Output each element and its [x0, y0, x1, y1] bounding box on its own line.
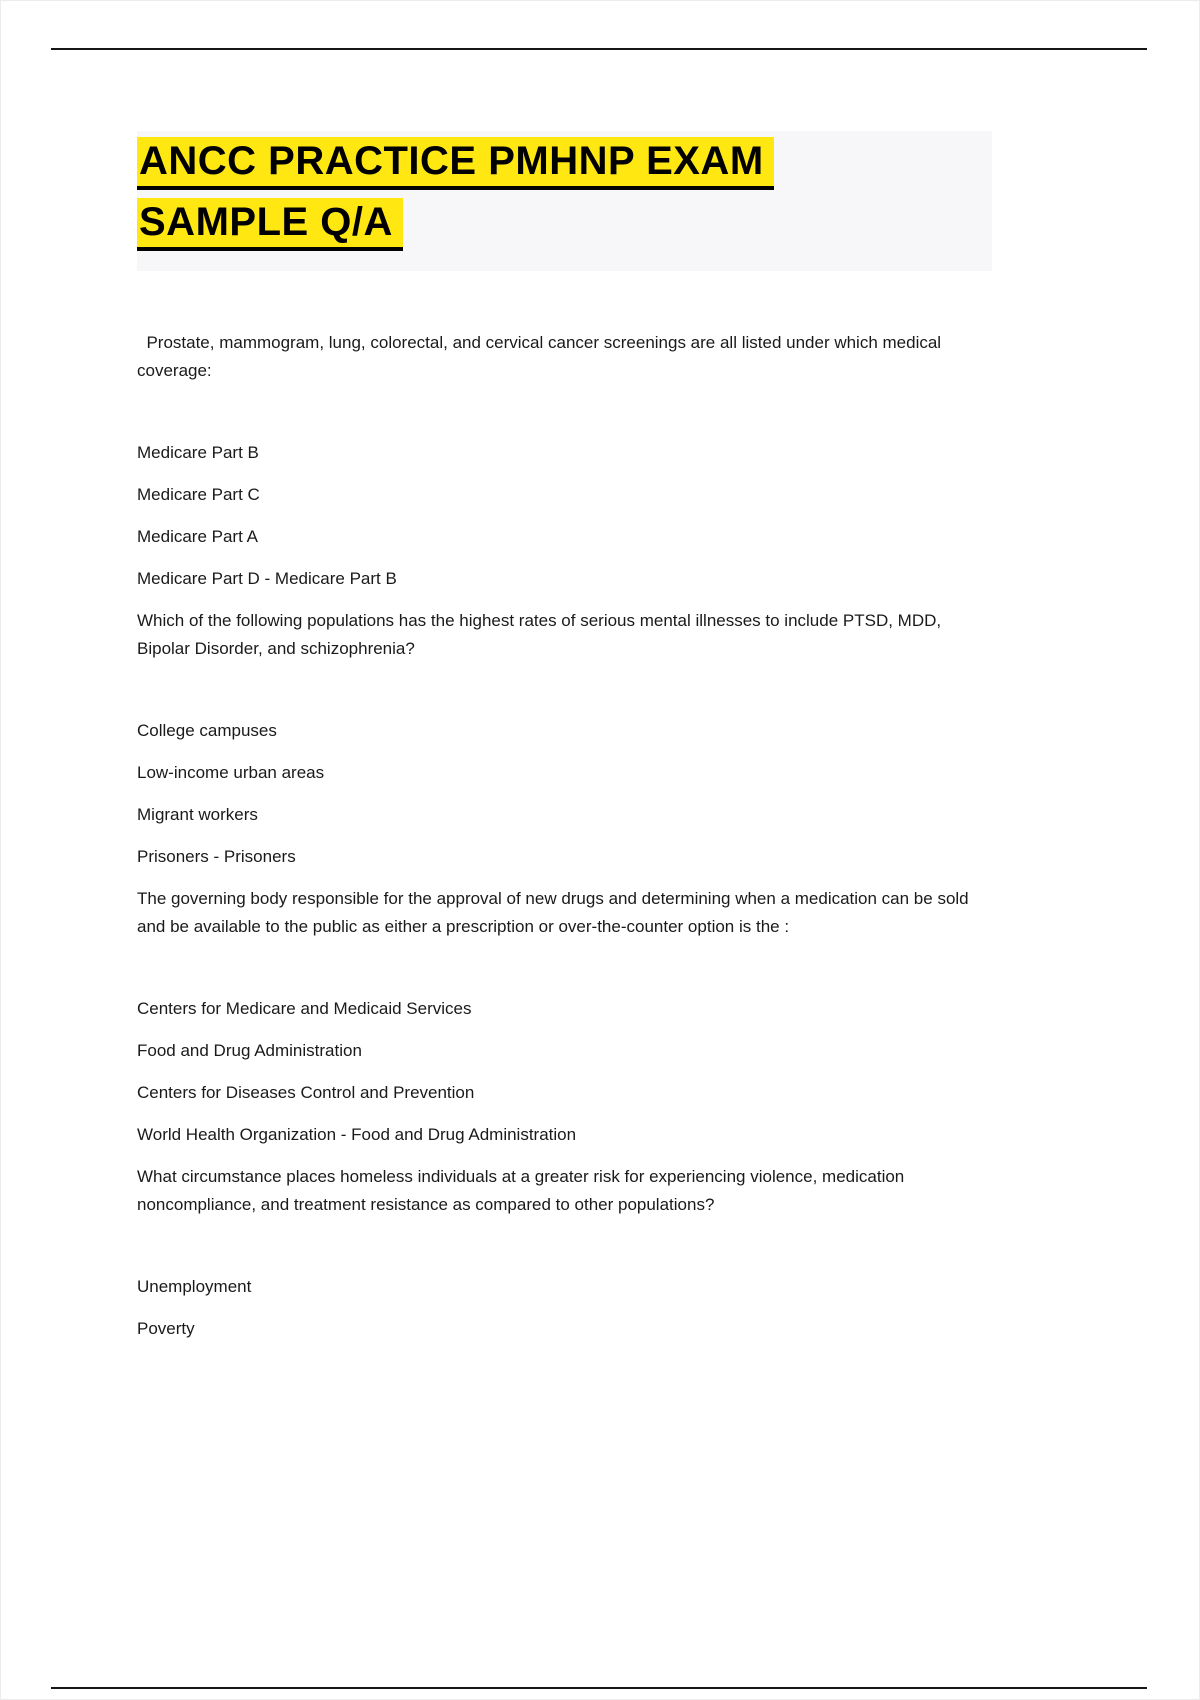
- title-block: [137, 131, 992, 271]
- question-text: Prostate, mammogram, lung, colorectal, and cervical cancer screenings are all listed under which medical coverage:: [137, 333, 946, 380]
- page-title-line-1: [137, 137, 992, 198]
- page-title-highlight: SAMPLE Q/A: [137, 198, 403, 251]
- answer-option: Centers for Diseases Control and Prevention: [137, 1083, 475, 1102]
- question-text: Which of the following populations has the highest rates of serious mental illnesses to include PTSD, MDD, Bipolar Disorder, and schizophrenia?: [137, 611, 946, 658]
- qa-block-1: [137, 329, 992, 593]
- page-title-highlight: ANCC PRACTICE PMHNP EXAM: [137, 137, 774, 190]
- answer-option: Medicare Part B: [137, 443, 259, 462]
- answer-option: Food and Drug Administration: [137, 1041, 362, 1060]
- answer-option: Medicare Part A: [137, 527, 258, 546]
- answer-option: Poverty: [137, 1319, 195, 1338]
- answer-option: Migrant workers: [137, 805, 258, 824]
- top-rule: [51, 48, 1147, 50]
- bottom-rule: [51, 1687, 1147, 1689]
- question-text: The governing body responsible for the approval of new drugs and determining when a medication can be sold and be available to the public as either a prescription or over-the-counter option is the :: [137, 889, 974, 936]
- qa-block-2: [137, 607, 992, 871]
- answer-option: Centers for Medicare and Medicaid Services: [137, 999, 472, 1018]
- page-content: [137, 131, 992, 1357]
- answer-option: Low-income urban areas: [137, 763, 325, 782]
- answer-option: World Health Organization - Food and Drug Administration: [137, 1125, 577, 1144]
- qa-block-4: [137, 1163, 992, 1343]
- answer-option: Unemployment: [137, 1277, 252, 1296]
- answer-option: Medicare Part C: [137, 485, 260, 504]
- answer-option: Medicare Part D - Medicare Part B: [137, 569, 397, 588]
- page-title-line-2: [137, 198, 992, 259]
- question-text: What circumstance places homeless individuals at a greater risk for experiencing violence, medication noncompliance, and treatment resistance as compared to other populations?: [137, 1167, 909, 1214]
- answer-option: College campuses: [137, 721, 277, 740]
- answer-option: Prisoners - Prisoners: [137, 847, 296, 866]
- qa-block-3: [137, 885, 992, 1149]
